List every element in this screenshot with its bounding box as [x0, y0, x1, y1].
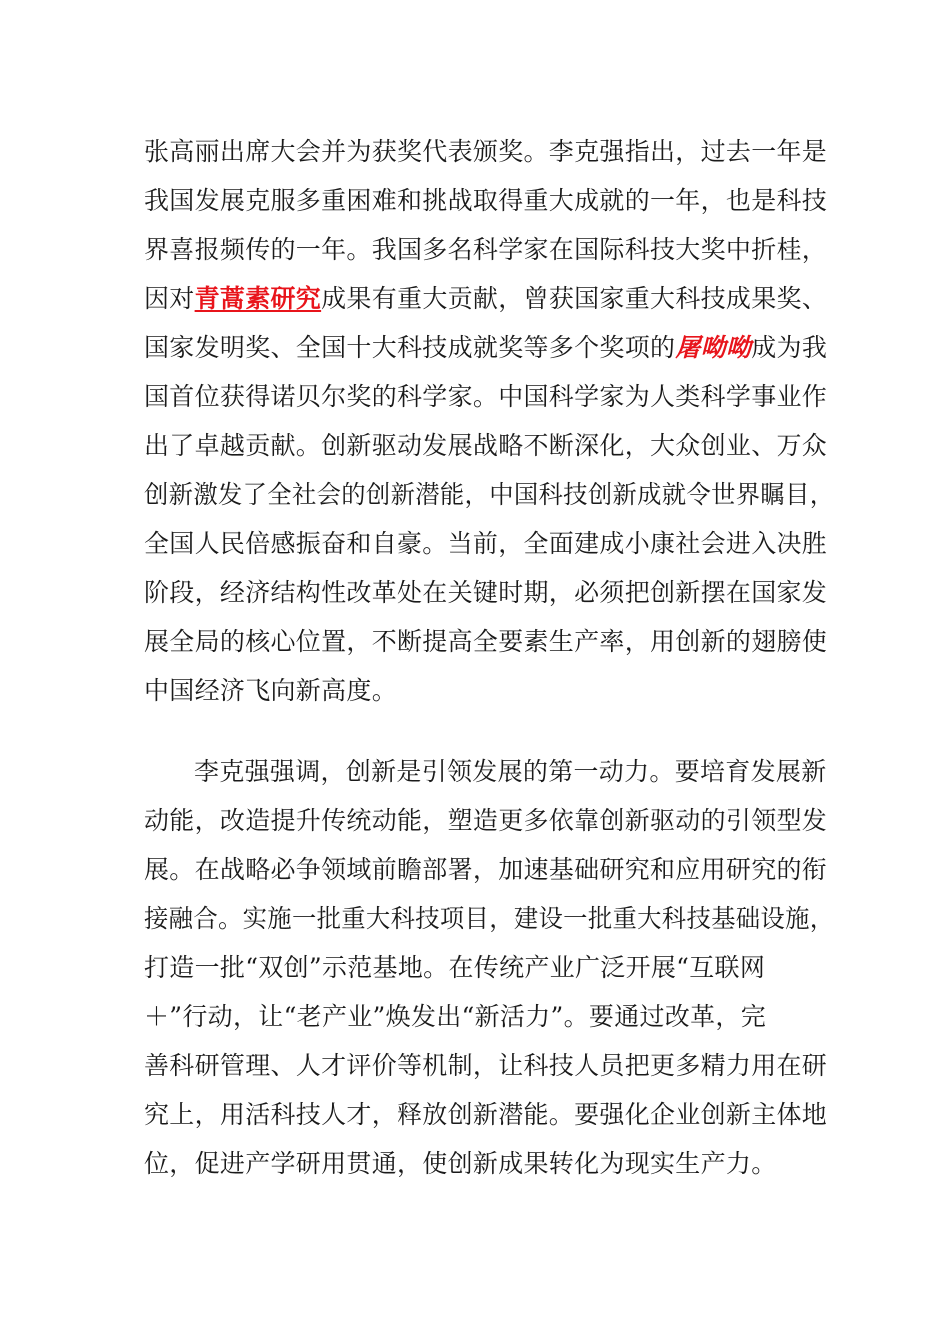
- tu-youyou-highlight: 屠呦呦: [675, 333, 752, 362]
- paragraph-1-line-12: 中国经济飞向新高度。: [144, 676, 398, 705]
- paragraph-2-line-3: 展。在战略必争领域前瞻部署，加速基础研究和应用研究的衔: [144, 855, 828, 884]
- paragraph-1-line-8: 创新激发了全社会的创新潜能，中国科技创新成就令世界瞩目，: [144, 480, 835, 509]
- paragraph-1-line-5: [144, 332, 827, 364]
- line-5-suffix: 成为我: [751, 333, 828, 362]
- paragraph-1-line-1: 张高丽出席大会并为获奖代表颁奖。李克强指出，过去一年是: [144, 137, 828, 166]
- paragraph-2-line-1: 李克强强调，创新是引领发展的第一动力。要培育发展新: [194, 757, 827, 786]
- paragraph-1-line-4: [144, 283, 827, 315]
- line-4-suffix: 成果有重大贡献，曾获国家重大科技成果奖、: [321, 284, 828, 313]
- paragraph-2-line-5: 打造一批“双创”示范基地。在传统产业广泛开展“互联网: [144, 953, 766, 982]
- paragraph-2-line-2: 动能，改造提升传统动能，塑造更多依靠创新驱动的引领型发: [144, 806, 828, 835]
- paragraph-1-line-2: 我国发展克服多重困难和挑战取得重大成就的一年，也是科技: [144, 186, 828, 215]
- paragraph-2-line-8: 究上，用活科技人才，释放创新潜能。要强化企业创新主体地: [144, 1100, 828, 1129]
- paragraph-2-line-4: 接融合。实施一批重大科技项目，建设一批重大科技基础设施，: [144, 904, 835, 933]
- qinghaosu-research-link[interactable]: 青蒿素研究: [194, 284, 322, 313]
- paragraph-1-line-7: 出了卓越贡献。创新驱动发展战略不断深化，大众创业、万众: [144, 431, 828, 460]
- paragraph-1-line-6: 国首位获得诺贝尔奖的科学家。中国科学家为人类科学事业作: [144, 382, 828, 411]
- paragraph-1-line-9: 全国人民倍感振奋和自豪。当前，全面建成小康社会进入决胜: [144, 529, 828, 558]
- paragraph-2-line-9: 位，促进产学研用贯通，使创新成果转化为现实生产力。: [144, 1149, 777, 1178]
- paragraph-1-line-11: 展全局的核心位置，不断提高全要素生产率，用创新的翅膀使: [144, 627, 828, 656]
- line-5-prefix: 国家发明奖、全国十大科技成就奖等多个奖项的: [144, 333, 676, 362]
- paragraph-1-line-10: 阶段，经济结构性改革处在关键时期，必须把创新摆在国家发: [144, 578, 828, 607]
- paragraph-2-line-6: ＋”行动，让“老产业”焕发出“新活力”。要通过改革，完: [144, 1002, 767, 1031]
- paragraph-2-line-7: 善科研管理、人才评价等机制，让科技人员把更多精力用在研: [144, 1051, 828, 1080]
- paragraph-1-line-3: 界喜报频传的一年。我国多名科学家在国际科技大奖中折桂，: [144, 235, 828, 264]
- line-4-prefix: 因对: [144, 284, 195, 313]
